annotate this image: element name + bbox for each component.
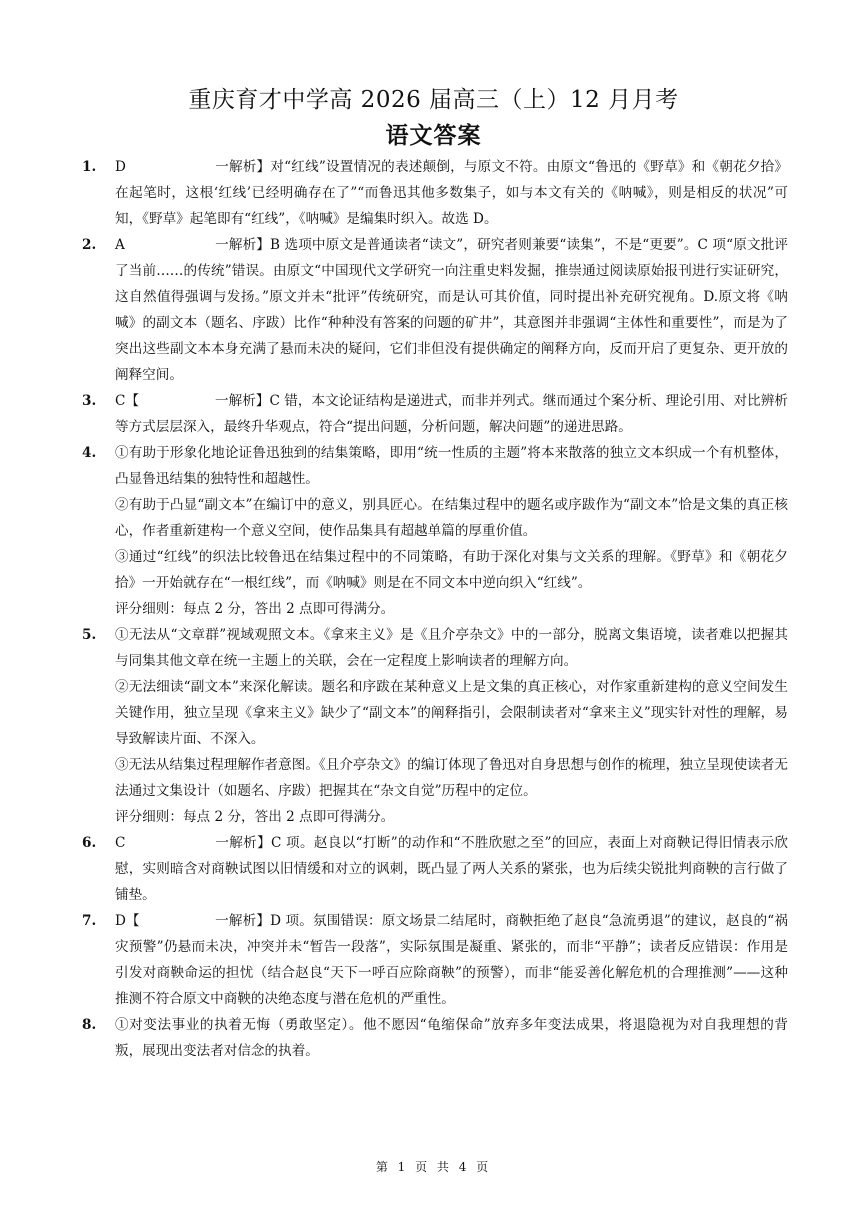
question-number: 1. [82,159,97,175]
paragraph-text: 一解析】B 选项中原文是普通读者“读文”，研究者则兼要“读集”，不是“更要”。C 项“原文批评了当前……的传统”错误。由原文“中国现代文学研究一向注重史料发掘，推崇通过阅读原始报刊进行实证研究，这自然值得强调与发扬。”原文并未“批评”传统研究，而是认可其价值，同时提出补充研究视角。D.原文将《呐喊》的副文本（题名、序跋）比作“种种没有答案的问题的矿井”，其意图并非强调“主体性和重要性”，而是为了突出这些副文本本身充满了悬而未决的疑问，它们非但没有提供确定的阐释方向，反而开启了更复杂、更开放的阐释空间。 [115,237,788,383]
answer-list [82,154,788,1064]
question-number: 4. [82,445,97,461]
answer-item [82,440,788,622]
question-number: 7. [82,913,97,929]
answer-choice: C【 [115,393,139,409]
answer-choice: D【 [115,913,140,929]
question-number: 5. [82,627,97,643]
answer-paragraph [115,388,788,440]
question-number: 6. [82,835,97,851]
page-title: 重庆育才中学高 2026 届高三（上）12 月月考 [188,87,679,113]
paragraph-text: 评分细则：每点 2 分，答出 2 点即可得满分。 [115,601,395,617]
answer-choice: C [115,835,126,851]
paragraph-text: ①无法从“文章群”视域观照文本。《拿来主义》是《且介亭杂文》中的一部分，脱离文集语境，读者难以把握其与同集其他文章在统一主题上的关联，会在一定程度上影响读者的理解方向。 [115,627,788,669]
paragraph-text: 一解析】对“红线”设置情况的表述颠倒，与原文不符。由原文“鲁迅的《野草》和《朝花夕拾》在起笔时，这根‘红线’已经明确存在了”“而鲁迅其他多数集子，如与本文有关的《呐喊》，则是相反的状况”可知，《野草》起笔即有“红线”，《呐喊》是编集时织入。故选 D。 [115,159,788,227]
question-number: 8. [82,1017,97,1033]
answer-paragraph [115,622,788,674]
paragraph-text: 一解析】D 项。氛围错误：原文场景二结尾时，商鞅拒绝了赵良“急流勇退”的建议，赵良的“祸灾预警”仍悬而未决，冲突并未“暂告一段落”，实际氛围是凝重、紧张的，而非“平静”；读者反应错误：作用是引发对商鞅命运的担忧（结合赵良“天下一呼百应除商鞅”的预警），而非“能妥善化解危机的合理推测”——这种推测不符合原文中商鞅的决绝态度与潜在危机的严重性。 [115,913,788,1007]
answer-paragraph [115,752,788,804]
answer-choice: D [115,159,126,175]
page-subtitle: 语文答案 [385,122,482,149]
answer-choice: A [115,237,125,253]
paragraph-text: 一解析】C 项。赵良以“打断”的动作和“不胜欣慰之至”的回应，表面上对商鞅记得旧情表示欣慰，实则暗含对商鞅试图以旧情缓和对立的讽刺，既凸显了两人关系的紧张，也为后续尖锐批判商鞅的言行做了铺垫。 [115,835,788,903]
paragraph-text: ①有助于形象化地论证鲁迅独到的结集策略，即用“统一性质的主题”将本来散落的独立文本织成一个有机整体，凸显鲁迅结集的独特性和超越性。 [115,445,788,487]
answer-item [82,154,788,232]
question-number: 3. [82,393,97,409]
answer-paragraph [115,440,788,492]
answer-item [82,232,788,388]
answer-paragraph [115,492,788,544]
answer-paragraph [115,908,788,1012]
answer-paragraph [115,804,788,830]
answer-item [82,1012,788,1064]
answer-paragraph [115,674,788,752]
page-number: 第 1 页 共 4 页 [375,1160,492,1174]
answer-item [82,622,788,830]
paragraph-text: 一解析】C 错，本文论证结构是递进式，而非并列式。继而通过个案分析、理论引用、对比辨析等方式层层深入，最终升华观点，符合“提出问题，分析问题，解决问题”的递进思路。 [115,393,788,435]
paragraph-text: ③无法从结集过程理解作者意图。《且介亭杂文》的编订体现了鲁迅对自身思想与创作的梳理，独立呈现使读者无法通过文集设计（如题名、序跋）把握其在“杂文自觉”历程中的定位。 [115,757,788,799]
answer-item [82,830,788,908]
answer-paragraph [115,1012,788,1064]
answer-paragraph [115,830,788,908]
answer-paragraph [115,154,788,232]
paragraph-text: ②有助于凸显“副文本”在编订中的意义，别具匠心。在结集过程中的题名或序跋作为“副文本”恰是文集的真正核心，作者重新建构一个意义空间，使作品集具有超越单篇的厚重价值。 [115,497,788,539]
answer-item [82,388,788,440]
paragraph-text: 评分细则：每点 2 分，答出 2 点即可得满分。 [115,809,395,825]
answer-paragraph [115,544,788,596]
paragraph-text: ③通过“红线”的织法比较鲁迅在结集过程中的不同策略，有助于深化对集与文关系的理解。《野草》和《朝花夕拾》一开始就存在“一根红线”，而《呐喊》则是在不同文本中逆向织入“红线”。 [115,549,788,591]
answer-item [82,908,788,1012]
answer-paragraph [115,232,788,388]
question-number: 2. [82,237,97,253]
paragraph-text: ①对变法事业的执着无悔（勇敢坚定）。他不愿因“龟缩保命”放弃多年变法成果，将退隐视为对自我理想的背叛，展现出变法者对信念的执着。 [115,1017,788,1059]
answer-paragraph [115,596,788,622]
paragraph-text: ②无法细读“副文本”来深化解读。题名和序跋在某种意义上是文集的真正核心，对作家重新建构的意义空间发生关键作用，独立呈现《拿来主义》缺少了“副文本”的阐释指引，会限制读者对“拿来主义”现实针对性的理解，易导致解读片面、不深入。 [115,679,788,747]
